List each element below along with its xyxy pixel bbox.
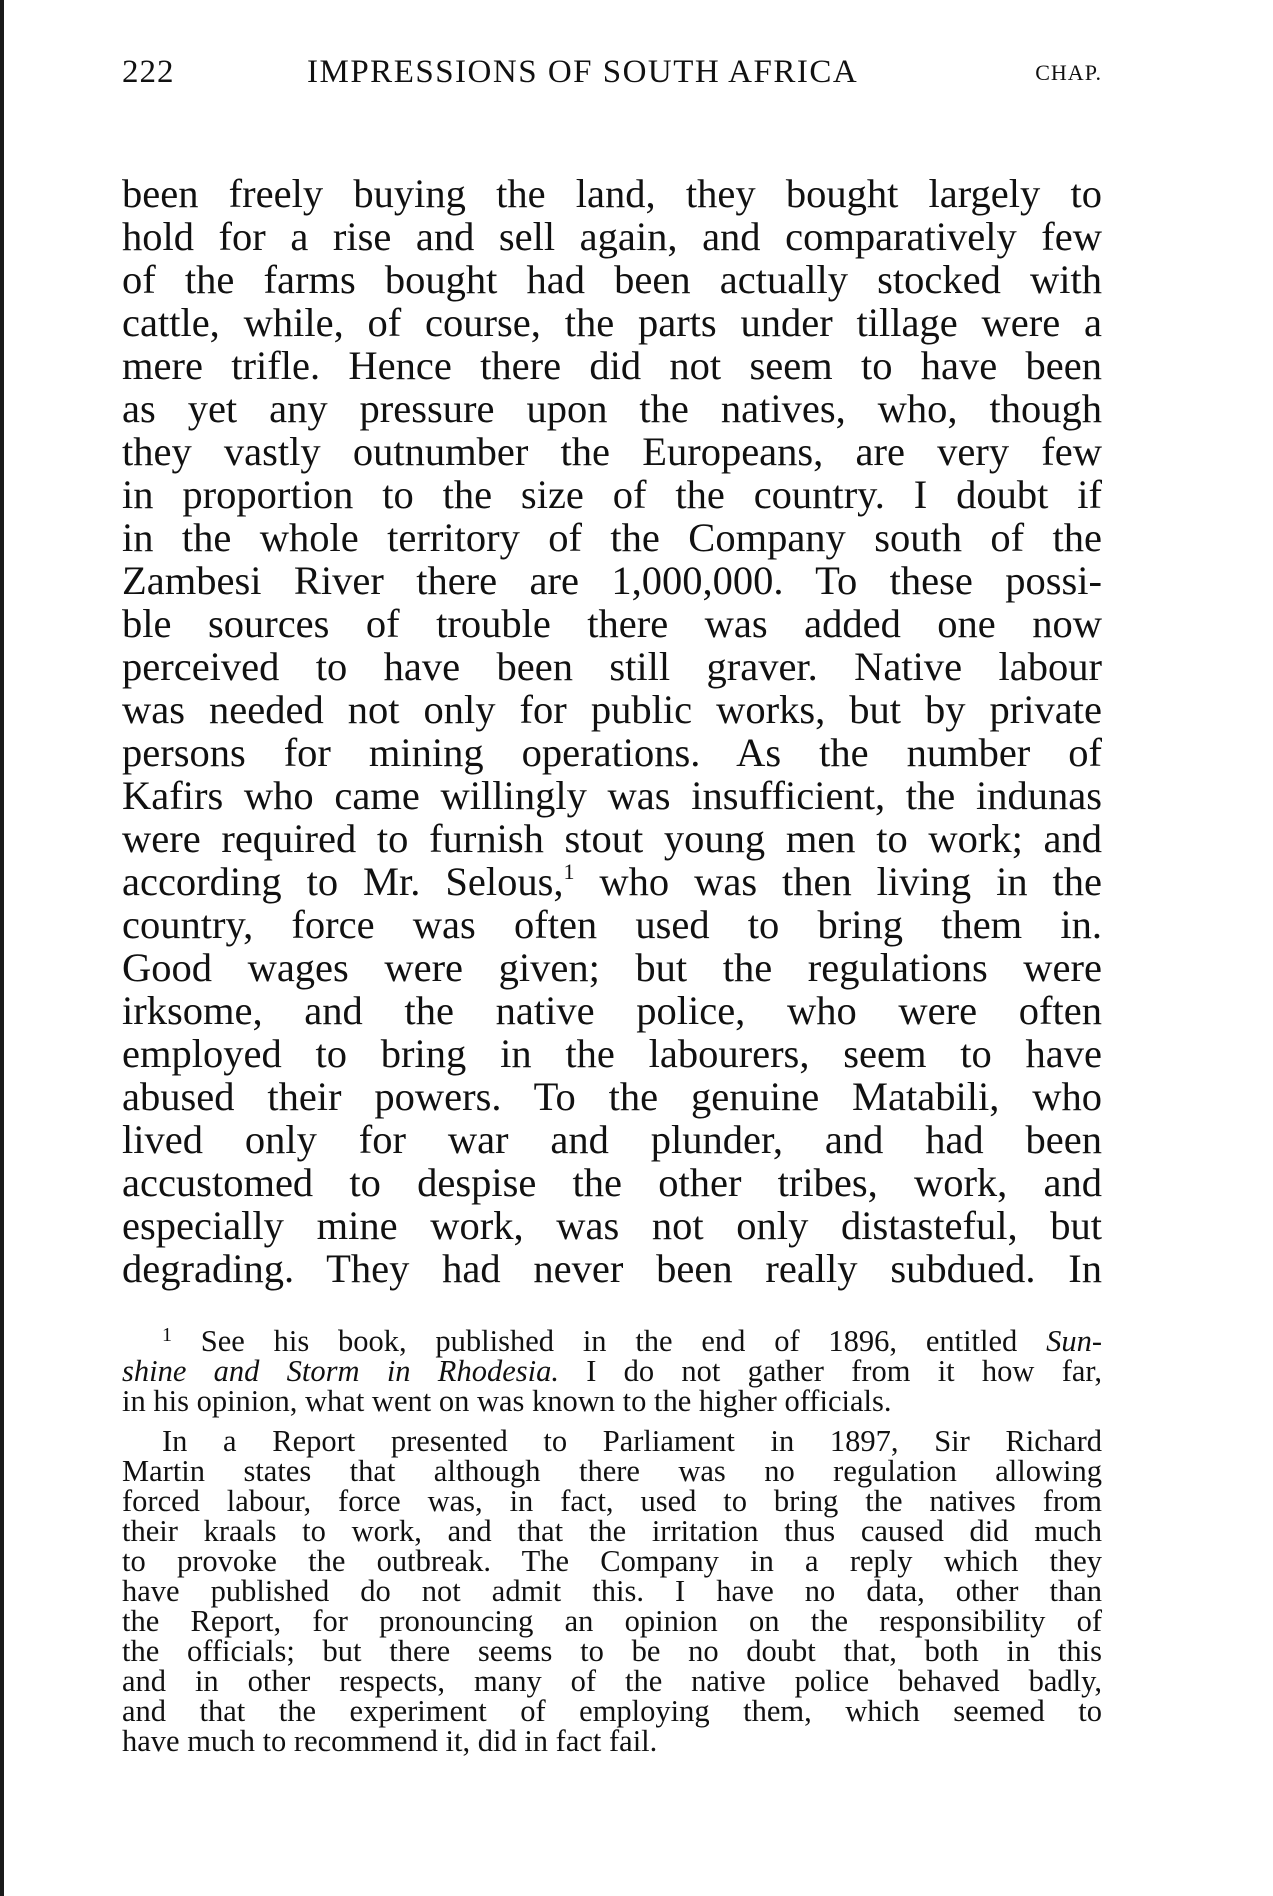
body-line: Zambesi River there are 1,000,000. To these possi- [122, 558, 1102, 603]
footnote-line: in his opinion, what went on was known to the higher officials. [122, 1384, 892, 1418]
book-title-italic: Sun- [1046, 1324, 1103, 1358]
footnote-line [122, 1356, 1102, 1386]
body-line: mere trifle. Hence there did not seem to have been [122, 343, 1102, 388]
body-line: employed to bring in the labourers, seem to have [122, 1031, 1102, 1076]
footnote-reference: 1 [563, 859, 575, 884]
footnote-line [122, 1326, 1102, 1356]
book-title-italic: shine and Storm in Rhodesia. [122, 1354, 559, 1388]
body-line: persons for mining operations. As the number of [122, 730, 1102, 775]
footnote-marker: 1 [162, 1324, 172, 1346]
body-line: Kafirs who came willingly was insufficient, the indunas [122, 773, 1102, 818]
body-line: they vastly outnumber the Europeans, are very few [122, 429, 1102, 474]
body-line: accustomed to despise the other tribes, work, and [122, 1160, 1102, 1205]
body-line: Good wages were given; but the regulations were [122, 945, 1102, 990]
footnote-text: I do not gather from it how far, [558, 1354, 1102, 1388]
body-line: in the whole territory of the Company south of the [122, 515, 1102, 560]
footnote-line: forced labour, force was, in fact, used to bring the natives from [122, 1484, 1102, 1518]
page-binding-edge [0, 0, 4, 1896]
footnote-line: have published do not admit this. I have no data, other than [122, 1574, 1102, 1608]
body-line: ble sources of trouble there was added one now [122, 601, 1102, 646]
body-line: been freely buying the land, they bought largely to [122, 171, 1102, 216]
body-line: of the farms bought had been actually stocked with [122, 257, 1102, 302]
body-line-part: who was then living in the [599, 859, 1103, 904]
body-line: were required to furnish stout young men to work; and [122, 816, 1102, 861]
body-line: cattle, while, of course, the parts under tillage were a [122, 300, 1102, 345]
running-header [122, 40, 1102, 100]
footnote-line: and that the experiment of employing them, which seemed to [122, 1694, 1102, 1728]
chapter-label: CHAP. [1035, 60, 1102, 85]
footnote-text: See his book, published in the end of 1896, entitled [200, 1324, 1047, 1358]
body-line: degrading. They had never been really subdued. In [122, 1246, 1102, 1291]
body-line: hold for a rise and sell again, and comparatively few [122, 214, 1102, 259]
footnote-line: and in other respects, many of the native police behaved badly, [122, 1664, 1102, 1698]
footnotes [122, 1326, 1102, 1756]
footnote-line: In a Report presented to Parliament in 1897, Sir Richard [162, 1424, 1102, 1458]
page-number: 222 [122, 54, 175, 90]
footnote-line: the officials; but there seems to be no doubt that, both in this [122, 1634, 1102, 1668]
footnote-line: Martin states that although there was no regulation allowing [122, 1454, 1102, 1488]
footnote-line: the Report, for pronouncing an opinion on the responsibility of [122, 1604, 1102, 1638]
body-line: abused their powers. To the genuine Matabili, who [122, 1074, 1102, 1119]
footnote-line: to provoke the outbreak. The Company in a reply which they [122, 1544, 1102, 1578]
body-text [122, 172, 1102, 1290]
body-line: lived only for war and plunder, and had been [122, 1117, 1102, 1162]
body-line: was needed not only for public works, but by private [122, 687, 1102, 732]
body-line: country, force was often used to bring them in. [122, 902, 1102, 947]
body-line: especially mine work, was not only distasteful, but [122, 1203, 1102, 1248]
body-line: perceived to have been still graver. Native labour [122, 644, 1102, 689]
footnote-line: have much to recommend it, did in fact fail. [122, 1724, 658, 1758]
body-line: in proportion to the size of the country. I doubt if [122, 472, 1102, 517]
body-line-with-footnote-ref [122, 860, 1102, 903]
running-title: IMPRESSIONS OF SOUTH AFRICA [307, 54, 859, 90]
book-page [122, 40, 1102, 1756]
body-line-part: according to Mr. Selous, [122, 859, 564, 904]
body-line: irksome, and the native police, who were often [122, 988, 1102, 1033]
body-line: as yet any pressure upon the natives, who, though [122, 386, 1102, 431]
footnote-line: their kraals to work, and that the irritation thus caused did much [122, 1514, 1102, 1548]
